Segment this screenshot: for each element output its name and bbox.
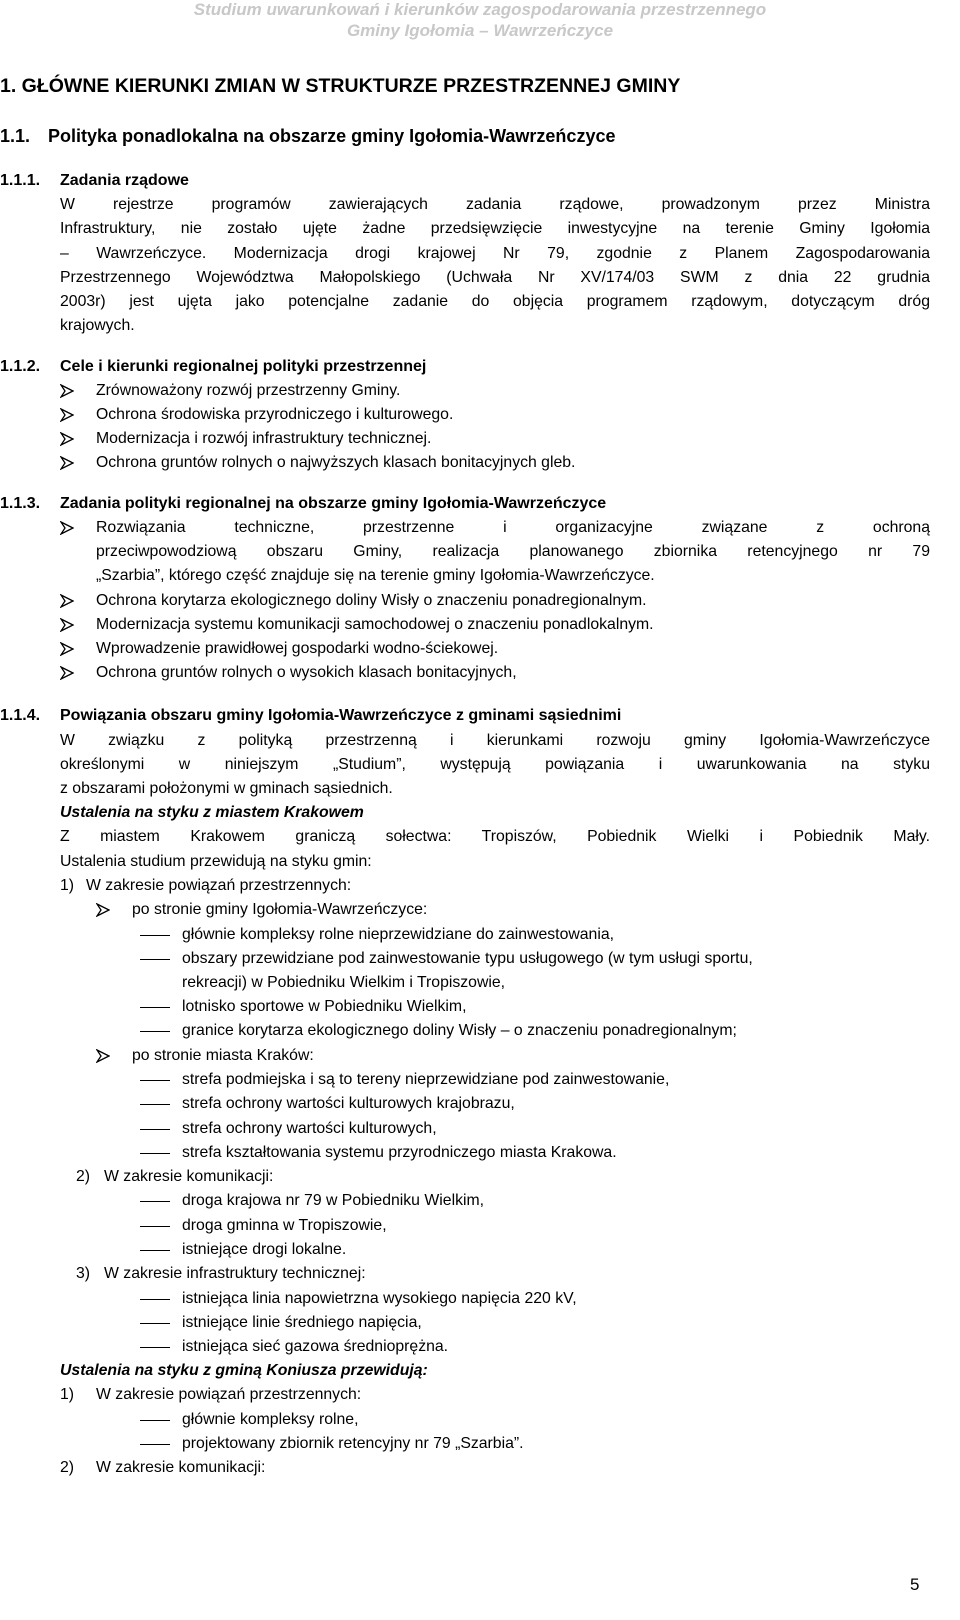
section-title: Polityka ponadlokalna na obszarze gminy Igołomia-Wawrzeńczyce: [48, 126, 616, 146]
paragraph-line: – Wawrzeńczyce. Modernizacja drogi krajowej Nr 79, zgodnie z Planem Zagospodarowania: [60, 245, 930, 262]
subsection-number: 1.1.3.: [0, 495, 41, 512]
subsection-heading-113: [0, 493, 606, 515]
paragraph-line: z obszarami położonymi w gminach sąsiednich.: [60, 780, 393, 797]
dash-marker: [140, 1250, 170, 1251]
subsection-title: Cele i kierunki regionalnej polityki przestrzennej: [60, 358, 427, 375]
section-number: 1.1.: [0, 126, 31, 146]
subsection-title: Zadania polityki regionalnej na obszarze gminy Igołomia-Wawrzeńczyce: [60, 495, 607, 512]
paragraph-line: W związku z polityką przestrzenną i kierunkami rozwoju gminy Igołomia-Wawrzeńczyce: [60, 732, 930, 749]
dash-marker: [140, 1080, 170, 1081]
subsection-heading-114: [0, 705, 621, 727]
paragraph-line: określonymi w niniejszym „Studium”, występują powiązania i uwarunkowania na styku: [60, 756, 930, 773]
chapter-heading: 1. GŁÓWNE KIERUNKI ZMIAN W STRUKTURZE PRZESTRZENNEJ GMINY: [0, 75, 681, 97]
running-header-subtitle: Gminy Igołomia – Wawrzeńczyce: [346, 21, 614, 40]
subsection-heading-112: [0, 356, 426, 378]
arrow-bullet-icon: [60, 432, 74, 446]
paragraph-line: Ustalenia studium przewidują na styku gmin:: [60, 853, 372, 870]
dash-marker: [140, 1420, 170, 1421]
bullet-text-line: przeciwpowodziową obszaru Gminy, realizacja planowanego zbiornika retencyjnego nr 79: [96, 543, 930, 560]
dash-marker: [140, 1226, 170, 1227]
paragraph-line: Przestrzennego Województwa Małopolskiego (Uchwała Nr XV/174/03 SWM z dnia 22 grudnia: [60, 269, 930, 286]
arrow-bullet-icon: [60, 642, 74, 656]
bullet-text-line: „Szarbia”, którego część znajduje się na terenie gminy Igołomia-Wawrzeńczyce.: [96, 567, 655, 584]
dash-marker: [140, 1299, 170, 1300]
dash-marker: [140, 1031, 170, 1032]
subsection-title: Powiązania obszaru gminy Igołomia-Wawrzeńczyce z gminami sąsiednimi: [60, 707, 622, 724]
paragraph-line: Infrastruktury, nie zostało ujęte żadne przedsięwzięcie inwestycyjne na terenie Gminy Igołomia: [60, 220, 930, 237]
dash-marker: [140, 1129, 170, 1130]
dash-marker: [140, 1104, 170, 1105]
paragraph-line: Z miastem Krakowem graniczą sołectwa: Tropiszów, Pobiednik Wielki i Pobiednik Mały.: [60, 828, 930, 845]
dash-marker: [140, 1201, 170, 1202]
paragraph-line: krajowych.: [60, 317, 135, 334]
dash-marker: [140, 959, 170, 960]
paragraph-line: 2003r) jest ujęta jako potencjalne zadanie do objęcia programem rządowym, dotyczącym dróg: [60, 293, 930, 310]
subsection-number: 1.1.4.: [0, 707, 41, 724]
arrow-bullet-icon: [60, 456, 74, 470]
dash-marker: [140, 1444, 170, 1445]
dash-marker: [140, 1347, 170, 1348]
subsection-number: 1.1.2.: [0, 358, 41, 375]
arrow-bullet-icon: [96, 1049, 110, 1063]
arrow-bullet-icon: [60, 666, 74, 680]
arrow-bullet-icon: [60, 408, 74, 422]
krakow-subheading: Ustalenia na styku z miastem Krakowem: [60, 804, 364, 821]
running-header-title: Studium uwarunkowań i kierunków zagospodarowania przestrzennego: [193, 0, 767, 19]
subsection-title: Zadania rządowe: [60, 172, 189, 189]
subsection-number: 1.1.1.: [0, 172, 41, 189]
dash-marker: [140, 1153, 170, 1154]
section-heading: [0, 126, 615, 147]
dash-marker: [140, 1323, 170, 1324]
paragraph-line: W rejestrze programów zawierających zadania rządowe, prowadzonym przez Ministra: [60, 196, 930, 213]
arrow-bullet-icon: [96, 903, 110, 917]
koniusza-subheading: Ustalenia na styku z gminą Koniusza przewidują:: [60, 1362, 428, 1379]
subsection-heading-111: [0, 170, 189, 192]
bullet-text-line: Rozwiązania techniczne, przestrzenne i organizacyjne związane z ochroną: [96, 519, 930, 536]
arrow-bullet-icon: [60, 618, 74, 632]
dash-marker: [140, 1007, 170, 1008]
arrow-bullet-icon: [60, 521, 74, 535]
arrow-bullet-icon: [60, 594, 74, 608]
dash-item-continuation: rekreacji) w Pobiedniku Wielkim i Tropiszowie,: [182, 974, 506, 991]
dash-marker: [140, 935, 170, 936]
arrow-bullet-icon: [60, 384, 74, 398]
page-number: 5: [910, 1575, 920, 1594]
